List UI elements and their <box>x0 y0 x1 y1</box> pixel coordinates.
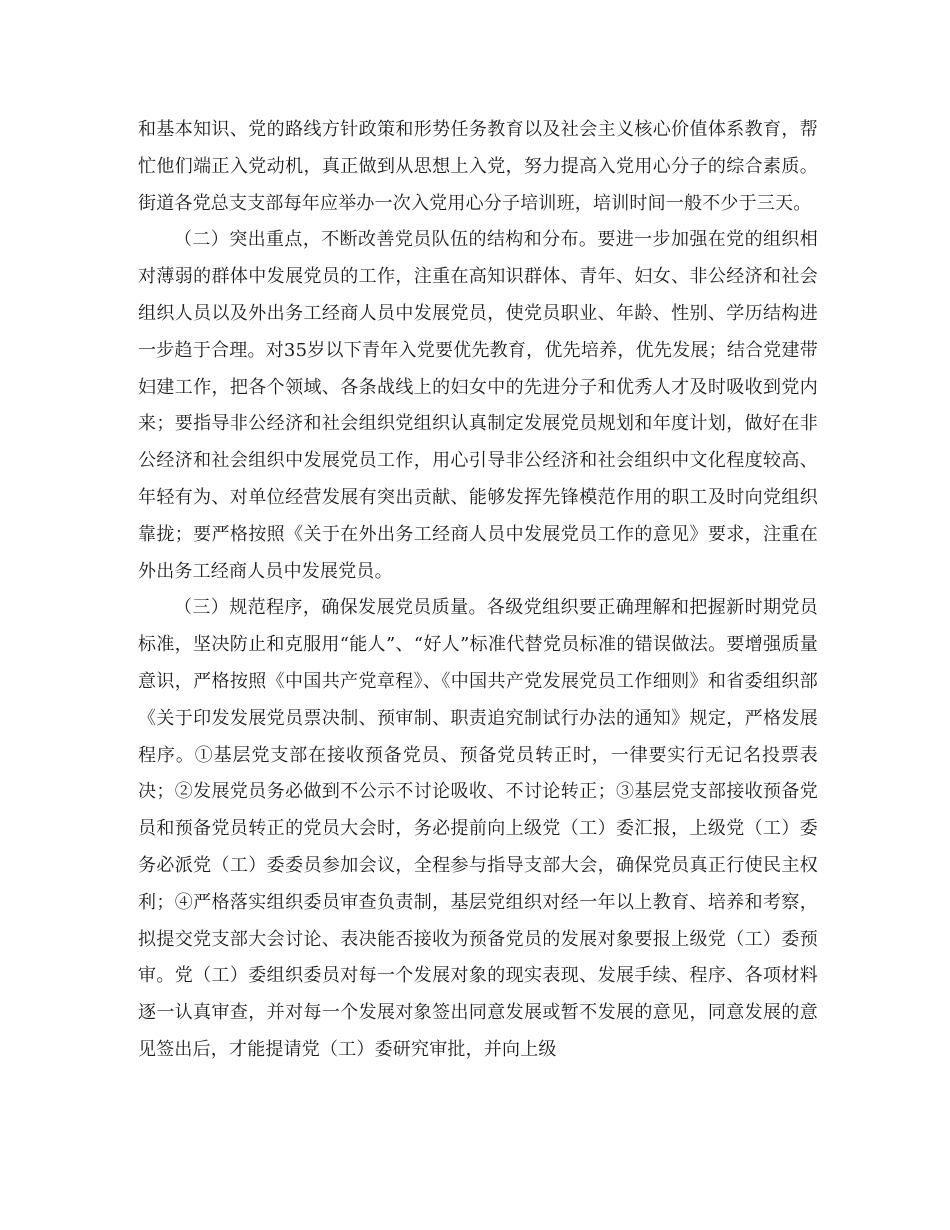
paragraph-section-three: （三）规范程序，确保发展党员质量。各级党组织要正确理解和把握新时期党员标准，坚决防止和克服用“能人”、“好人”标准代替党员标准的错误做法。要增强质量意识，严格按照《中国共产党章程》、《中国共产党发展党员工作细则》和省委组织部《关于印发发展党员票决制、预审制、职责追究制试行办法的通知》规定，严格发展程序。①基层党支部在接收预备党员、预备党员转正时，一律要实行无记名投票表决；②发展党员务必做到不公示不讨论吸收、不讨论转正；③基层党支部接收预备党员和预备党员转正的党员大会时，务必提前向上级党（工）委汇报，上级党（工）委务必派党（工）委委员参加会议，全程参与指导支部大会，确保党员真正行使民主权利；④严格落实组织委员审查负责制，基层党组织对经一年以上教育、培养和考察，拟提交党支部大会讨论、表决能否接收为预备党员的发展对象要报上级党（工）委预审。党（工）委组织委员对每一个发展对象的现实表现、发展手续、程序、各项材料逐一认真审查，并对每一个发展对象签出同意发展或暂不发展的意见，同意发展的意见签出后，才能提请党（工）委研究审批，并向上级 <box>138 597 818 1060</box>
paragraph-continuation: 和基本知识、党的路线方针政策和形势任务教育以及社会主义核心价值体系教育，帮忙他们端正入党动机，真正做到从思想上入党，努力提高入党用心分子的综合素质。街道各党总支支部每年应举办一次入党用心分子培训班，培训时间一般不少于三天。 <box>138 119 818 214</box>
paragraph-section-two: （二）突出重点，不断改善党员队伍的结构和分布。要进一步加强在党的组织相对薄弱的群体中发展党员的工作，注重在高知识群体、青年、妇女、非公经济和社会组织人员以及外出务工经商人员中发展党员，使党员职业、年龄、性别、学历结构进一步趋于合理。对35岁以下青年入党要优先教育，优先培养，优先发展；结合党建带妇建工作，把各个领域、各条战线上的妇女中的先进分子和优秀人才及时吸收到党内来；要指导非公经济和社会组织党组织认真制定发展党员规划和年度计划，做好在非公经济和社会组织中发展党员工作，用心引导非公经济和社会组织中文化程度较高、年轻有为、对单位经营发展有突出贡献、能够发挥先锋模范作用的职工及时向党组织靠拢；要严格按照《关于在外出务工经商人员中发展党员工作的意见》要求，注重在外出务工经商人员中发展党员。 <box>138 229 818 582</box>
document-body <box>138 112 818 1069</box>
